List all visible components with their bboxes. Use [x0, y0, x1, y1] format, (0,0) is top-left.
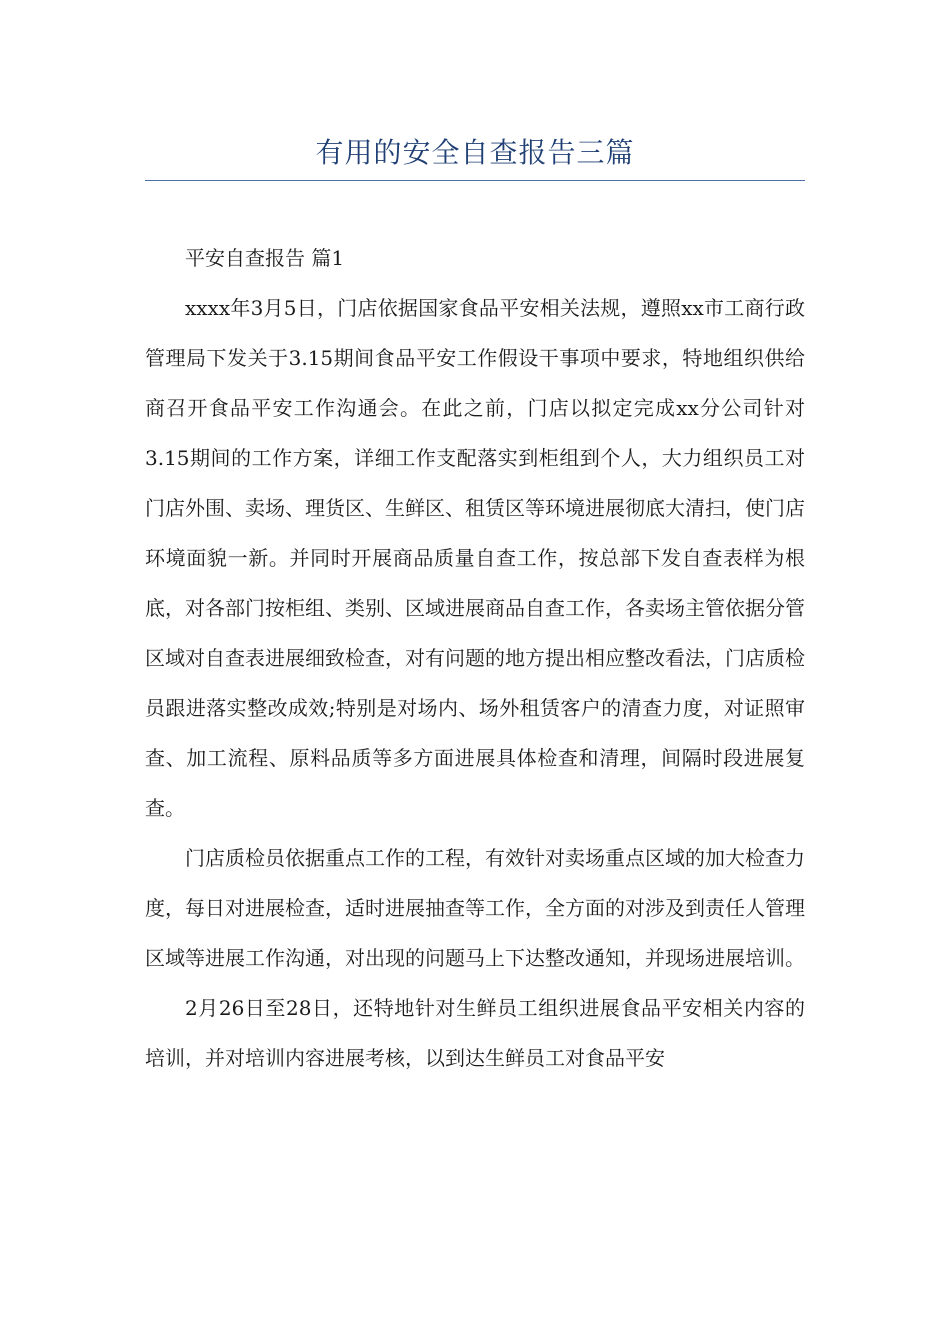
paragraph-1: xxxx年3月5日，门店依据国家食品平安相关法规，遵照xx市工商行政管理局下发关于3.15期间食品平安工作假设干事项中要求，特地组织供给商召开食品平安工作沟通会。在此之前，门店以拟定完成xx分公司针对3.15期间的工作方案，详细工作支配落实到柜组到个人，大力组织员工对门店外围、卖场、理货区、生鲜区、租赁区等环境进展彻底大清扫，使门店环境面貌一新。并同时开展商品质量自查工作，按总部下发自查表样为根底，对各部门按柜组、类别、区域进展商品自查工作，各卖场主管依据分管区域对自查表进展细致检查，对有问题的地方提出相应整改看法，门店质检员跟进落实整改成效;特别是对场内、场外租赁客户的清查力度，对证照审查、加工流程、原料品质等多方面进展具体检查和清理，间隔时段进展复查。 — [145, 296, 805, 820]
document-body — [145, 233, 805, 1083]
title-underline — [145, 180, 805, 181]
paragraph-2: 门店质检员依据重点工作的工程，有效针对卖场重点区域的加大检查力度，每日对进展检查，适时进展抽查等工作，全方面的对涉及到责任人管理区域等进展工作沟通，对出现的问题马上下达整改通知，并现场进展培训。 — [145, 846, 805, 970]
document-title: 有用的安全自查报告三篇 — [315, 136, 635, 169]
paragraph-3: 2月26日至28日，还特地针对生鲜员工组织进展食品平安相关内容的培训，并对培训内容进展考核，以到达生鲜员工对食品平安 — [145, 996, 805, 1070]
section-heading: 平安自查报告 篇1 — [185, 246, 345, 270]
